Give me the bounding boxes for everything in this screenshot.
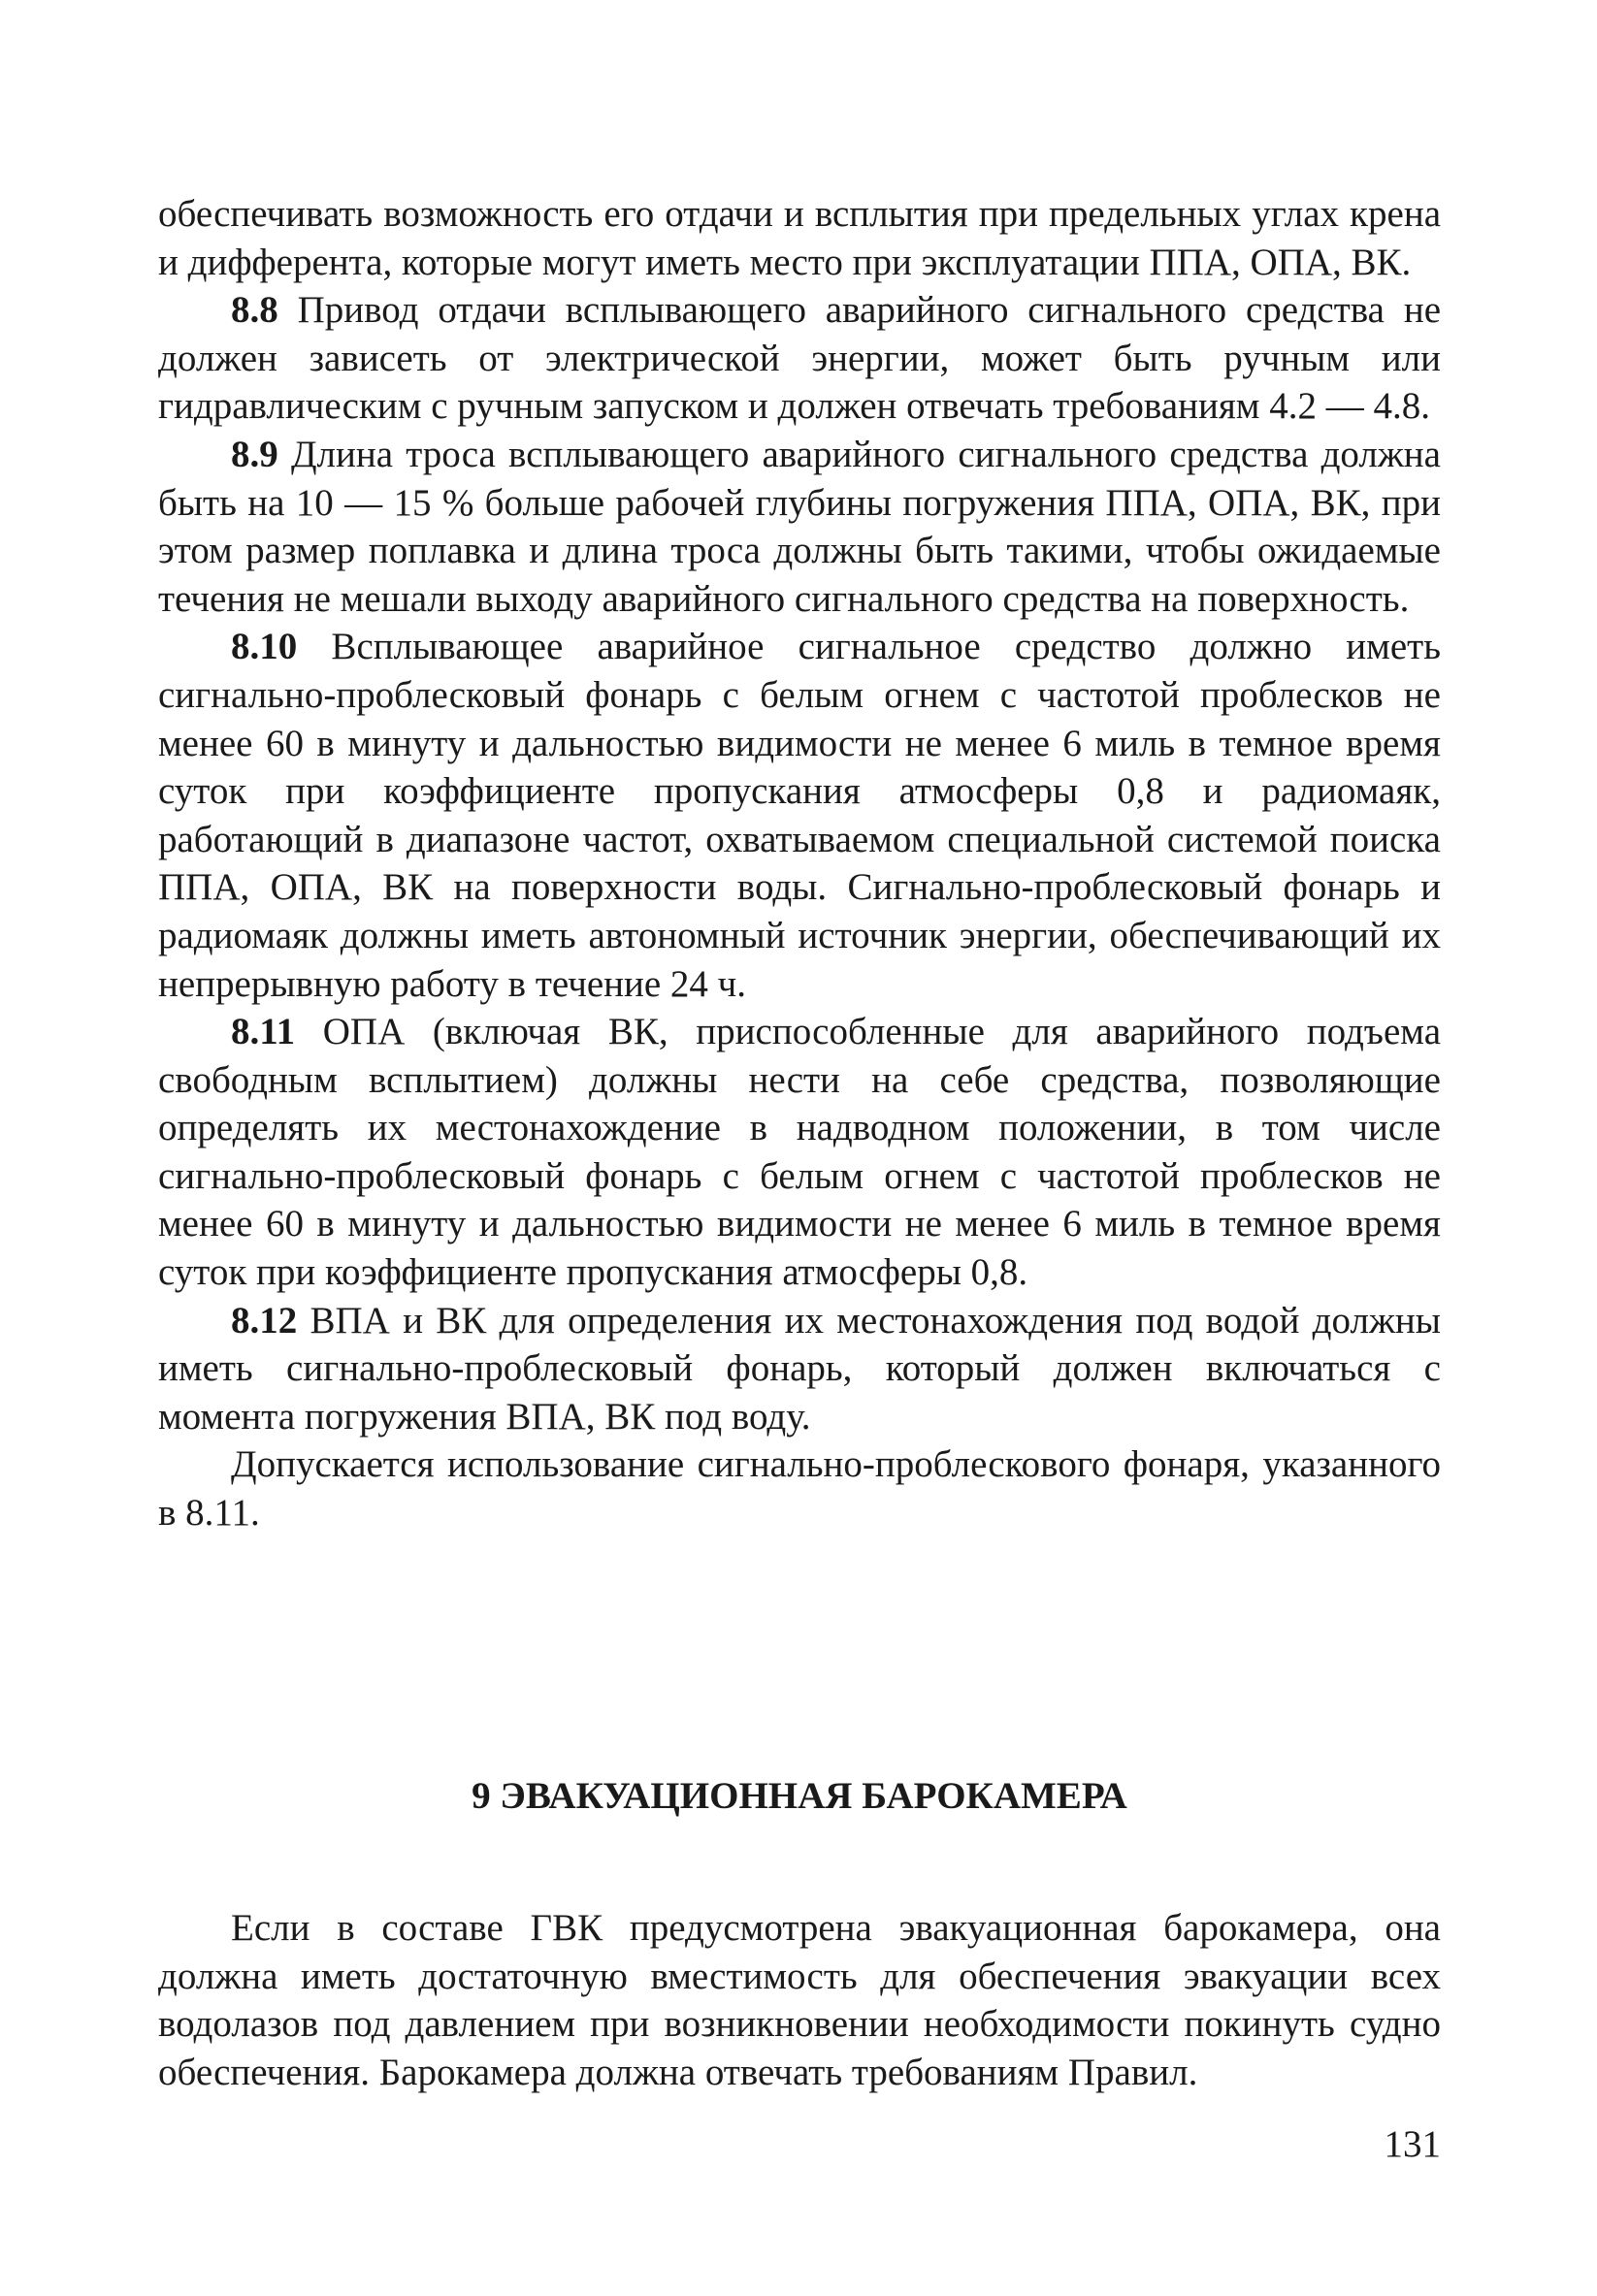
paragraph-allowance xyxy=(158,1440,1441,1536)
page-number: 131 xyxy=(1384,2123,1441,2165)
paragraph-text: Привод отдачи всплывающего аварийного сигнального средства не должен зависеть от электрической энергии, может быть ручным или гидравлическим с ручным запуском и должен отвечать требованиям 4.2 — 4.8. xyxy=(158,289,1441,428)
paragraph-evacuation-chamber: Если в составе ГВК предусмотрена эвакуационная барокамера, она должна иметь достаточную вместимость для обеспечения эвакуации всех водолазов под давлением при возникновении необходимости покинуть судно обеспечения. Барокамера должна отвечать требованиям Правил. xyxy=(158,1907,1441,2093)
paragraph-text: Допускается использование сигнально-проблескового фонаря, указанного в 8.11. xyxy=(158,1443,1441,1535)
paragraph-8-10 xyxy=(158,623,1441,1008)
paragraph-text: Длина троса всплывающего аварийного сигнального средства должна быть на 10 — 15 % больше рабочей глубины погружения ППА, ОПА, ВК, при этом размер поплавка и длина троса должны быть такими, чтобы ожидаемые течения не мешали выходу аварийного сигнального средства на поверхность. xyxy=(158,433,1441,620)
page-body xyxy=(158,190,1441,1537)
paragraph-8-9 xyxy=(158,431,1441,623)
paragraph-8-12 xyxy=(158,1297,1441,1441)
clause-number: 8.12 xyxy=(231,1299,298,1342)
clause-number: 8.10 xyxy=(231,626,298,668)
clause-number: 8.8 xyxy=(231,289,278,332)
clause-number: 8.9 xyxy=(231,433,278,475)
paragraph-text: Всплывающее аварийное сигнальное средство должно иметь сигнально-проблесковый фонарь с белым огнем с частотой проблесков не менее 60 в минуту и дальностью видимости не менее 6 миль в темное время суток при коэффициенте пропускания атмосферы 0,8 и радиомаяк, работающий в диапазоне частот, охватываемом специальной системой поиска ППА, ОПА, ВК на поверхности воды. Сигнально-проблесковый фонарь и радиомаяк должны иметь автономный источник энергии, обеспечивающий их непрерывную работу в течение 24 ч. xyxy=(158,626,1441,1005)
paragraph-8-11 xyxy=(158,1008,1441,1297)
section-heading: 9 ЭВАКУАЦИОННАЯ БАРОКАМЕРА xyxy=(472,1775,1127,1817)
paragraph-8-8 xyxy=(158,286,1441,431)
paragraph-text: обеспечивать возможность его отдачи и всплытия при предельных углах крена и дифферента, которые могут иметь место при эксплуатации ППА, ОПА, ВК. xyxy=(158,193,1441,283)
paragraph-text: ОПА (включая ВК, приспособленные для аварийного подъема свободным всплытием) должны нести на себе средства, позволяющие определять их местонахождение в надводном положении, в том числе сигнально-проблесковый фонарь с белым огнем с частотой проблесков не менее 60 в минуту и дальностью видимости не менее 6 миль в темное время суток при коэффициенте пропускания атмосферы 0,8. xyxy=(158,1011,1441,1294)
clause-number: 8.11 xyxy=(231,1011,296,1053)
section-9-body xyxy=(158,1904,1441,2096)
paragraph-text: ВПА и ВК для определения их местонахождения под водой должны иметь сигнально-проблесковый фонарь, который должен включаться с момента погружения ВПА, ВК под воду. xyxy=(158,1299,1441,1438)
paragraph-continuation xyxy=(158,190,1441,286)
